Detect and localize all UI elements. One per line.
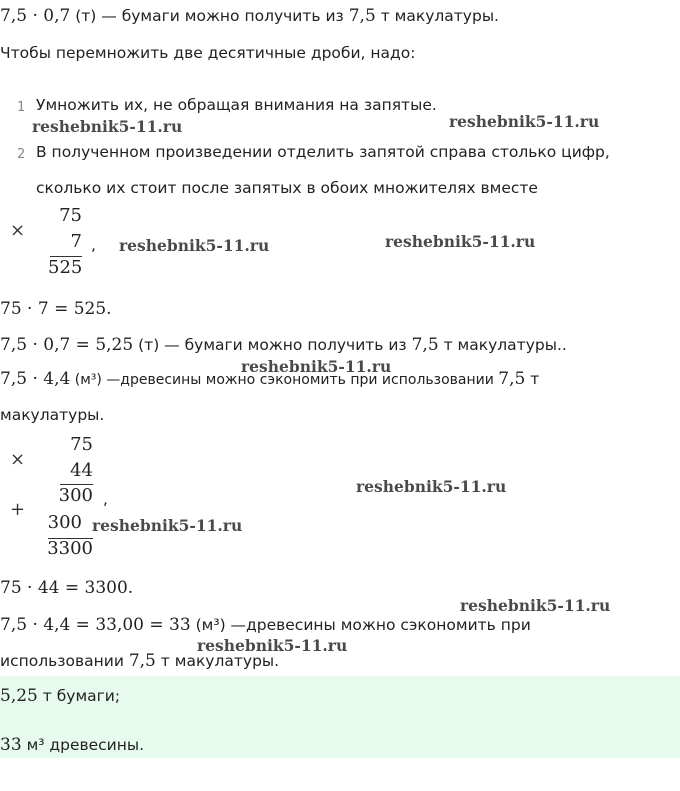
text-line-3 xyxy=(0,335,567,355)
calc-partial: 300 xyxy=(47,512,82,533)
text: т макулатуры.. xyxy=(438,336,567,354)
math: 7,5 · 4,4 xyxy=(0,369,71,389)
equation: 75 · 44 = 3300. xyxy=(0,578,134,598)
list-number: 2 xyxy=(17,147,26,162)
text-line-2: Чтобы перемножить две десятичные дроби, надо: xyxy=(0,44,416,62)
multiply-sign: × xyxy=(10,220,26,241)
text: т xyxy=(525,370,540,388)
watermark: reshebnik5-11.ru xyxy=(92,516,243,535)
math: 7,5 xyxy=(348,6,376,26)
watermark: reshebnik5-11.ru xyxy=(460,596,611,615)
text: (м³) —древесины можно сэкономить при использовании xyxy=(70,372,499,388)
math: 7,5 · 0,7 = 5,25 xyxy=(0,335,134,355)
text: (т) — бумаги можно получить из xyxy=(133,336,412,354)
equation: 75 · 7 = 525. xyxy=(0,299,112,319)
watermark: reshebnik5-11.ru xyxy=(449,112,600,131)
calc-operand: 75 xyxy=(70,434,93,455)
multiply-sign: × xyxy=(10,449,26,470)
list-item-2: В полученном произведении отделить запятой справа столько цифр, xyxy=(36,143,610,161)
text-line-1 xyxy=(0,6,499,26)
watermark: reshebnik5-11.ru xyxy=(356,477,507,496)
text: (т) — бумаги можно получить из xyxy=(70,7,349,25)
math: 33 xyxy=(0,735,22,755)
calc-result: 3300 xyxy=(47,538,93,559)
text: т бумаги; xyxy=(37,687,121,705)
text: т макулатуры. xyxy=(375,7,499,25)
watermark: reshebnik5-11.ru xyxy=(197,636,348,655)
answer-line-1 xyxy=(0,686,120,706)
watermark: reshebnik5-11.ru xyxy=(241,357,392,376)
math: 7,5 xyxy=(128,651,156,671)
math: 7,5 · 0,7 xyxy=(0,6,71,26)
math: 7,5 xyxy=(411,335,439,355)
math: 7,5 xyxy=(498,369,526,389)
watermark: reshebnik5-11.ru xyxy=(119,236,270,255)
calc-operand: 75 xyxy=(59,205,82,226)
math: 7,5 · 4,4 = 33,00 = 33 xyxy=(0,615,191,635)
text: м³ древесины. xyxy=(21,736,145,754)
list-item-1: Умножить их, не обращая внимания на запятые. xyxy=(36,96,437,114)
text-line-5 xyxy=(0,615,531,635)
watermark: reshebnik5-11.ru xyxy=(385,232,536,251)
calc-operand: 7 xyxy=(70,231,82,252)
answer-line-2 xyxy=(0,735,144,755)
comma: , xyxy=(91,236,96,254)
text-line-4-continued: макулатуры. xyxy=(0,406,105,424)
comma: , xyxy=(103,490,108,508)
watermark: reshebnik5-11.ru xyxy=(32,117,183,136)
text: (м³) —древесины можно сэкономить при xyxy=(190,616,531,634)
calc-result: 525 xyxy=(48,257,83,278)
math: 5,25 xyxy=(0,686,38,706)
text: использовании xyxy=(0,652,129,670)
text: т макулатуры. xyxy=(155,652,280,670)
calc-partial: 300 xyxy=(58,485,93,506)
list-number: 1 xyxy=(17,100,26,115)
plus-sign: + xyxy=(10,499,26,520)
list-item-2-continued: сколько их стоит после запятых в обоих множителях вместе xyxy=(36,179,538,197)
calc-operand: 44 xyxy=(70,460,93,481)
